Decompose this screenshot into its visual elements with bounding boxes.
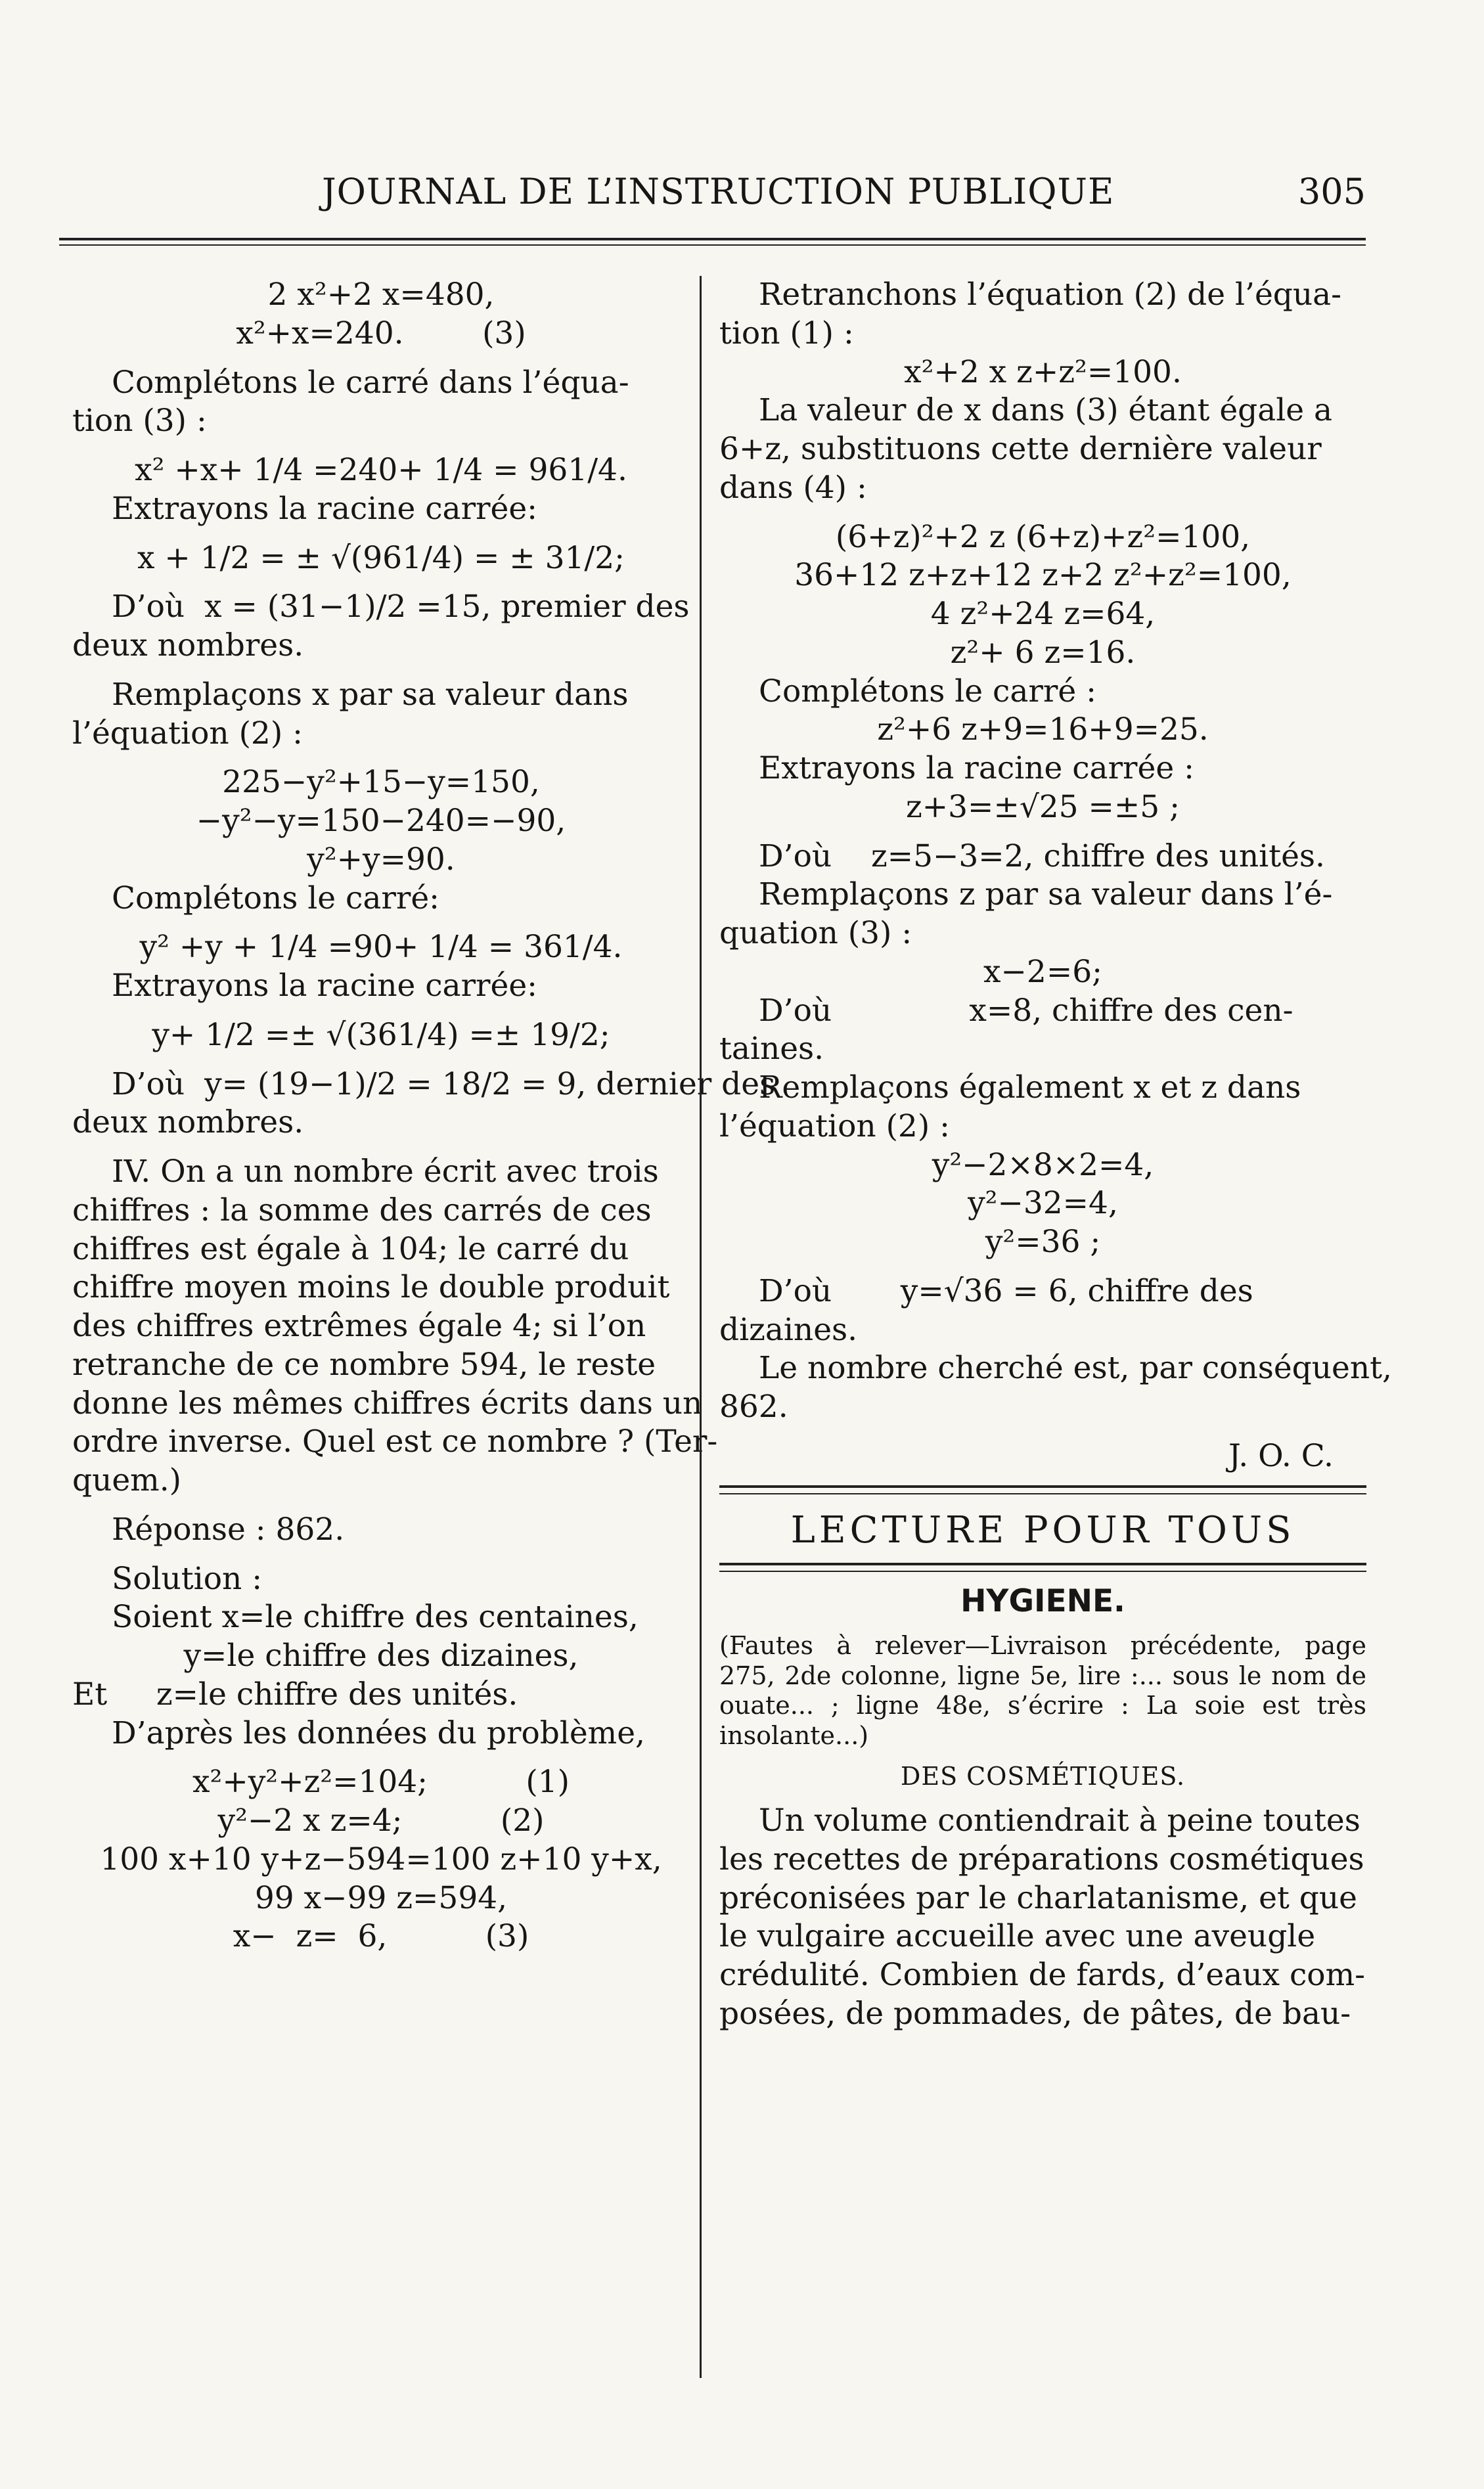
equation-line: y²−2×8×2=4, xyxy=(932,1146,1154,1183)
text-line: l’équation (2) : xyxy=(719,1108,950,1144)
header-rule-thin xyxy=(59,244,1366,246)
equation-line: y²−2 x z=4; (2) xyxy=(217,1803,545,1839)
problem-line: chiffres : la somme des carrés de ces xyxy=(72,1192,652,1228)
problem-line: des chiffres extrêmes égale 4; si l’on xyxy=(72,1308,646,1344)
equation-line: x²+x=240. (3) xyxy=(236,315,526,351)
right-column xyxy=(719,276,1392,2034)
section-rule xyxy=(719,1485,1366,1494)
text-line: dizaines. xyxy=(719,1311,858,1348)
equation-line: 4 z²+24 z=64, xyxy=(930,596,1156,632)
text-line: Et z=le chiffre des unités. xyxy=(72,1676,518,1713)
text-line: quation (3) : xyxy=(719,915,912,951)
problem-line: IV. On a un nombre écrit avec trois xyxy=(112,1154,659,1190)
journal-title: JOURNAL DE L’INSTRUCTION PUBLIQUE xyxy=(322,171,1115,212)
text-line: Remplaçons x par sa valeur dans xyxy=(112,676,629,713)
problem-line: ordre inverse. Quel est ce nombre ? (Ter- xyxy=(72,1424,718,1460)
column-divider xyxy=(700,276,702,2378)
text-line: Complétons le carré: xyxy=(112,880,439,916)
text-line: Complétons le carré dans l’équa- xyxy=(112,364,629,401)
text-line: Extrayons la racine carrée: xyxy=(112,968,537,1004)
text-line: D’où x = (31−1)/2 =15, premier des xyxy=(112,589,690,625)
equation-line: y²=36 ; xyxy=(985,1224,1101,1260)
answer-line: Réponse : 862. xyxy=(112,1511,345,1548)
equation-line: z²+ 6 z=16. xyxy=(950,634,1136,671)
problem-line: quem.) xyxy=(72,1462,182,1498)
equation-line: x−2=6; xyxy=(983,953,1102,990)
subsection-title: DES COSMÉTIQUES. xyxy=(900,1761,1186,1791)
paragraph-line: les recettes de préparations cosmétiques xyxy=(719,1841,1364,1877)
text-line: Extrayons la racine carrée : xyxy=(759,750,1194,786)
page-header xyxy=(59,164,1366,223)
text-line: taines. xyxy=(719,1031,824,1067)
problem-line: retranche de ce nombre 594, le reste xyxy=(72,1346,656,1383)
text-line: D’où y= (19−1)/2 = 18/2 = 9, dernier des xyxy=(112,1065,776,1102)
text-line: La valeur de x dans (3) étant égale a xyxy=(759,392,1333,429)
erratum-note: (Fautes à relever—Livraison précédente, page 275, 2de colonne, ligne 5e, lire :... sous le nom de ouate... ; ligne 48e, s’écrire : La soie est très insolante...) xyxy=(719,1631,1366,1751)
text-line: Retranchons l’équation (2) de l’équa- xyxy=(759,277,1342,313)
problem-line: donne les mêmes chiffres écrits dans un xyxy=(72,1385,703,1422)
equation-line: 225−y²+15−y=150, xyxy=(222,764,540,801)
text-line: D’après les données du problème, xyxy=(112,1715,645,1751)
text-line: Complétons le carré : xyxy=(759,673,1096,709)
equation-line: y²−32=4, xyxy=(968,1185,1118,1222)
equation-line: y²+y=90. xyxy=(307,841,455,878)
equation-line: z+3=±√25 =±5 ; xyxy=(906,788,1180,825)
text-line: D’où x=8, chiffre des cen- xyxy=(759,992,1293,1029)
paragraph-line: posées, de pommades, de pâtes, de bau- xyxy=(719,1995,1351,2032)
equation-line: x + 1/2 = ± √(961/4) = ± 31/2; xyxy=(137,539,625,576)
text-line: tion (1) : xyxy=(719,315,854,351)
paragraph-line: préconisées par le charlatanisme, et que xyxy=(719,1879,1357,1916)
equation-line: x²+y²+z²=104; (1) xyxy=(192,1764,570,1801)
equation-line: 2 x²+2 x=480, xyxy=(267,277,495,313)
text-line: dans (4) : xyxy=(719,469,867,506)
header-rule-thick xyxy=(59,238,1366,240)
text-line: Remplaçons également x et z dans xyxy=(759,1069,1301,1106)
left-column xyxy=(72,276,776,1956)
text-line: deux nombres. xyxy=(72,627,304,663)
text-line: Remplaçons z par sa valeur dans l’é- xyxy=(759,876,1333,913)
text-line: tion (3) : xyxy=(72,403,207,439)
text-line: Extrayons la racine carrée: xyxy=(112,490,537,527)
equation-line: y² +y + 1/4 =90+ 1/4 = 361/4. xyxy=(139,929,623,966)
text-line: D’où z=5−3=2, chiffre des unités. xyxy=(759,838,1325,874)
section-title: LECTURE POUR TOUS xyxy=(790,1508,1295,1552)
equation-line: x²+2 x z+z²=100. xyxy=(904,353,1182,390)
paragraph-line: crédulité. Combien de fards, d’eaux com- xyxy=(719,1957,1366,1994)
equation-line: 36+12 z+z+12 z+2 z²+z²=100, xyxy=(794,557,1292,594)
page-number: 305 xyxy=(1297,171,1366,212)
equation-line: x− z= 6, (3) xyxy=(233,1918,529,1955)
solution-heading: Solution : xyxy=(112,1560,263,1597)
text-line: Soient x=le chiffre des centaines, xyxy=(112,1599,639,1636)
paragraph-line: Un volume contiendrait à peine toutes xyxy=(759,1803,1360,1839)
section-rule xyxy=(719,1563,1366,1572)
problem-line: chiffres est égale à 104; le carré du xyxy=(72,1230,629,1267)
text-line: l’équation (2) : xyxy=(72,715,303,751)
text-line: 6+z, substituons cette dernière valeur xyxy=(719,431,1322,467)
paragraph-line: le vulgaire accueille avec une aveugle xyxy=(719,1918,1316,1955)
equation-line: (6+z)²+2 z (6+z)+z²=100, xyxy=(835,518,1251,555)
equation-line: z²+6 z+9=16+9=25. xyxy=(877,711,1209,748)
equation-line: y+ 1/2 =± √(361/4) =± 19/2; xyxy=(152,1016,610,1053)
equation-line: 100 x+10 y+z−594=100 z+10 y+x, xyxy=(100,1841,662,1877)
text-line: D’où y=√36 = 6, chiffre des xyxy=(759,1272,1253,1309)
equation-line: x² +x+ 1/4 =240+ 1/4 = 961/4. xyxy=(135,452,627,488)
equation-line: 99 x−99 z=594, xyxy=(254,1879,508,1916)
paragraph xyxy=(719,1802,1366,2034)
subheading: HYGIENE. xyxy=(960,1582,1125,1619)
equation-line: −y²−y=150−240=−90, xyxy=(196,803,566,839)
text-line: deux nombres. xyxy=(72,1104,304,1141)
problem-line: chiffre moyen moins le double produit xyxy=(72,1269,670,1306)
text-line: Le nombre cherché est, par conséquent, xyxy=(759,1350,1392,1387)
signature: J. O. C. xyxy=(1228,1437,1334,1474)
text-line: y=le chiffre des dizaines, xyxy=(183,1638,579,1674)
text-line: 862. xyxy=(719,1389,788,1425)
